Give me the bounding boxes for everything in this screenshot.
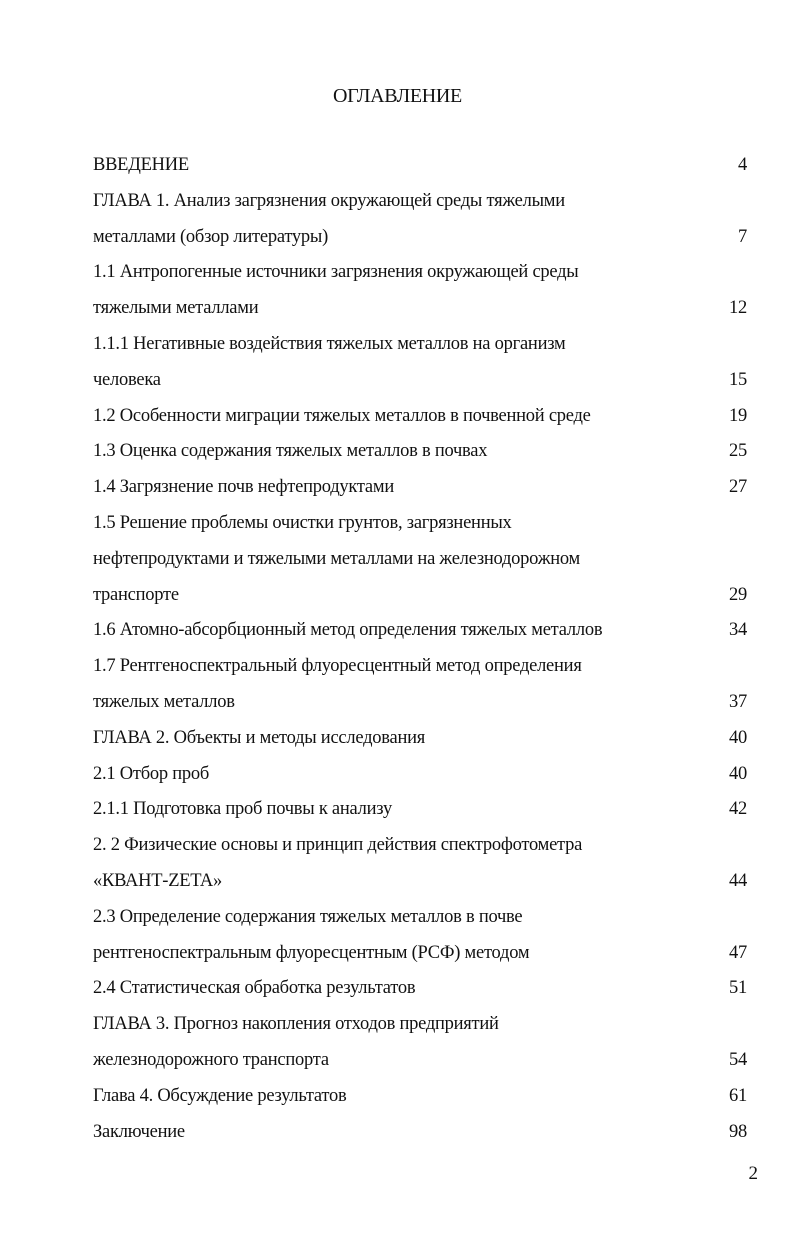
toc-entry-page: 47 xyxy=(729,942,747,963)
toc-entry-text: 1.3 Оценка содержания тяжелых металлов в почвах xyxy=(93,441,488,462)
toc-entry-text: Глава 4. Обсуждение результатов xyxy=(93,1085,347,1106)
toc-entry-page: 40 xyxy=(729,763,747,784)
toc-entry-text: тяжелыми металлами xyxy=(93,298,259,319)
toc-entry-text: тяжелых металлов xyxy=(93,691,235,712)
toc-line xyxy=(93,649,753,685)
toc-entry-text: «КВАНТ-ZETA» xyxy=(93,870,222,891)
toc-line xyxy=(93,470,753,506)
toc-line xyxy=(93,864,753,900)
toc-line xyxy=(93,363,753,399)
toc-entry-page: 27 xyxy=(729,477,747,498)
toc-entry-text: рентгеноспектральным флуоресцентным (РСФ) методом xyxy=(93,942,530,963)
toc-entry-page: 42 xyxy=(729,799,747,820)
toc-entry-text: железнодорожного транспорта xyxy=(93,1049,329,1070)
toc-line xyxy=(93,291,753,327)
toc-entry-text: Заключение xyxy=(93,1121,185,1142)
toc-line xyxy=(93,721,753,757)
toc-entry-page: 54 xyxy=(729,1049,747,1070)
toc-entry-text: 1.7 Рентгеноспектральный флуоресцентный метод определения xyxy=(93,656,582,677)
toc-entry-text: 1.6 Атомно-абсорбционный метод определения тяжелых металлов xyxy=(93,620,603,641)
toc-line xyxy=(93,685,753,721)
toc-entry-text: ГЛАВА 1. Анализ загрязнения окружающей среды тяжелыми xyxy=(93,190,565,211)
toc-line xyxy=(93,434,753,470)
toc-entry-page: 29 xyxy=(729,584,747,605)
toc-line xyxy=(93,184,753,220)
toc-entry-text: транспорте xyxy=(93,584,179,605)
toc-entry-text: 1.2 Особенности миграции тяжелых металлов в почвенной среде xyxy=(93,405,591,426)
toc-line xyxy=(93,971,753,1007)
toc-entry-text: нефтепродуктами и тяжелыми металлами на железнодорожном xyxy=(93,548,580,569)
page-number: 2 xyxy=(748,1163,758,1184)
toc-entry-page: 98 xyxy=(729,1121,747,1142)
toc-line xyxy=(93,327,753,363)
toc-entry-page: 15 xyxy=(729,369,747,390)
toc-entry-page: 34 xyxy=(729,620,747,641)
toc-entry-text: 1.4 Загрязнение почв нефтепродуктами xyxy=(93,477,394,498)
toc-line xyxy=(93,936,753,972)
toc-line xyxy=(93,757,753,793)
toc-line xyxy=(93,148,753,184)
toc-entry-page: 40 xyxy=(729,727,747,748)
toc-line xyxy=(93,220,753,256)
toc-entry-page: 4 xyxy=(738,155,747,175)
toc-line xyxy=(93,1079,753,1115)
toc-entry-text: 1.1 Антропогенные источники загрязнения окружающей среды xyxy=(93,262,579,283)
toc-entry-text: 2. 2 Физические основы и принцип действия спектрофотометра xyxy=(93,835,583,856)
toc-entry-text: 2.1.1 Подготовка проб почвы к анализу xyxy=(93,799,392,820)
toc-entry-page: 7 xyxy=(738,226,747,247)
toc-entry-text: 2.3 Определение содержания тяжелых металлов в почве xyxy=(93,906,523,927)
toc-line xyxy=(93,792,753,828)
toc-entry-text: 1.5 Решение проблемы очистки грунтов, загрязненных xyxy=(93,512,512,533)
toc-entry-text: металлами (обзор литературы) xyxy=(93,226,328,247)
toc-entry-page: 12 xyxy=(729,298,747,319)
toc-line xyxy=(93,613,753,649)
toc-line xyxy=(93,1007,753,1043)
toc-entry-page: 19 xyxy=(729,405,747,426)
toc-line xyxy=(93,1115,753,1151)
toc-entry-text: 1.1.1 Негативные воздействия тяжелых металлов на организм xyxy=(93,333,566,354)
toc-line xyxy=(93,828,753,864)
page-title: ОГЛАВЛЕНИЕ xyxy=(333,85,462,107)
toc-entry-page: 61 xyxy=(729,1085,747,1106)
toc-entry-text: 2.4 Статистическая обработка результатов xyxy=(93,978,416,999)
toc-entry-page: 37 xyxy=(729,691,747,712)
toc-entry-text: ГЛАВА 3. Прогноз накопления отходов предприятий xyxy=(93,1014,499,1035)
toc-entry-page: 51 xyxy=(729,978,747,999)
toc-entry-text: 2.1 Отбор проб xyxy=(93,763,210,784)
toc-entry-page: 25 xyxy=(729,441,747,462)
toc-entry-page: 44 xyxy=(729,870,747,891)
toc-line xyxy=(93,1043,753,1079)
toc-line xyxy=(93,399,753,435)
toc-entry-text: ГЛАВА 2. Объекты и методы исследования xyxy=(93,727,426,748)
toc-entry-text: человека xyxy=(93,369,161,390)
toc-line xyxy=(93,506,753,542)
toc-line xyxy=(93,255,753,291)
toc-line xyxy=(93,578,753,614)
toc-line xyxy=(93,542,753,578)
table-of-contents xyxy=(93,148,753,1150)
toc-entry-text: ВВЕДЕНИЕ xyxy=(93,155,189,175)
toc-line xyxy=(93,900,753,936)
